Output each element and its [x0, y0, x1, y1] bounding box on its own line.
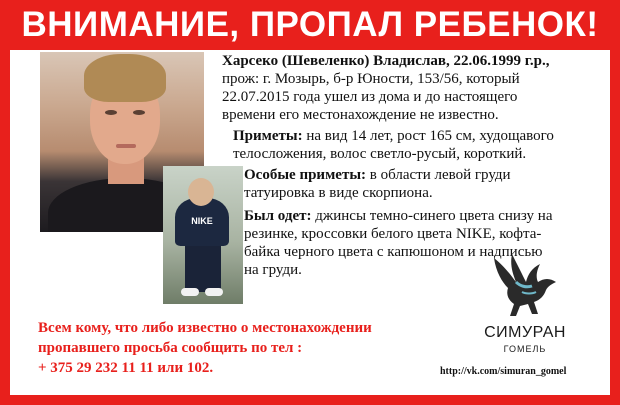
clothes-line-2: резинке, кроссовки белого цвета NIKE, кофта-	[244, 226, 542, 242]
clothes-line-4: на груди.	[244, 262, 302, 278]
signs-label: Приметы:	[233, 128, 303, 144]
full-body-photo	[163, 166, 243, 304]
call-phone: + 375 29 232 11 11 или 102.	[38, 360, 214, 376]
clothes-label: Был одет:	[244, 208, 312, 224]
signs-line-2: телосложения, волос светло-русый, короткий.	[233, 146, 527, 162]
clothes-line-3: байка черного цвета с капюшоном и надписью	[244, 244, 543, 260]
special-label: Особые приметы:	[244, 167, 367, 183]
person-status-line: времени его местонахождение не известно.	[222, 107, 499, 123]
person-date-line: 22.07.2015 года ушел из дома и до настоящего	[222, 89, 518, 105]
org-name: СИМУРАН	[484, 324, 566, 341]
special-line-2: татуировка в виде скорпиона.	[244, 185, 433, 201]
clothes-line-1: Был одет: джинсы темно-синего цвета снизу на	[244, 208, 553, 224]
call-line-2: пропавшего просьба сообщить по тел :	[38, 340, 303, 356]
special-line-1: Особые приметы: в области левой груди	[244, 167, 511, 183]
pegasus-logo-icon	[486, 252, 566, 318]
hoodie-print: NIKE	[191, 216, 213, 226]
call-line-1: Всем кому, что либо известно о местонахождении	[38, 320, 372, 336]
org-link[interactable]: http://vk.com/simuran_gomel	[440, 366, 567, 377]
poster-title: ВНИМАНИЕ, ПРОПАЛ РЕБЕНОК!	[21, 5, 599, 44]
person-address-line: прож: г. Мозырь, б-р Юности, 153/56, который	[222, 71, 520, 87]
person-name-line: Харсеко (Шевеленко) Владислав, 22.06.1999 г.р.,	[222, 53, 550, 69]
org-city: ГОМЕЛЬ	[503, 344, 547, 354]
signs-line-1: Приметы: на вид 14 лет, рост 165 см, худощавого	[233, 128, 554, 144]
